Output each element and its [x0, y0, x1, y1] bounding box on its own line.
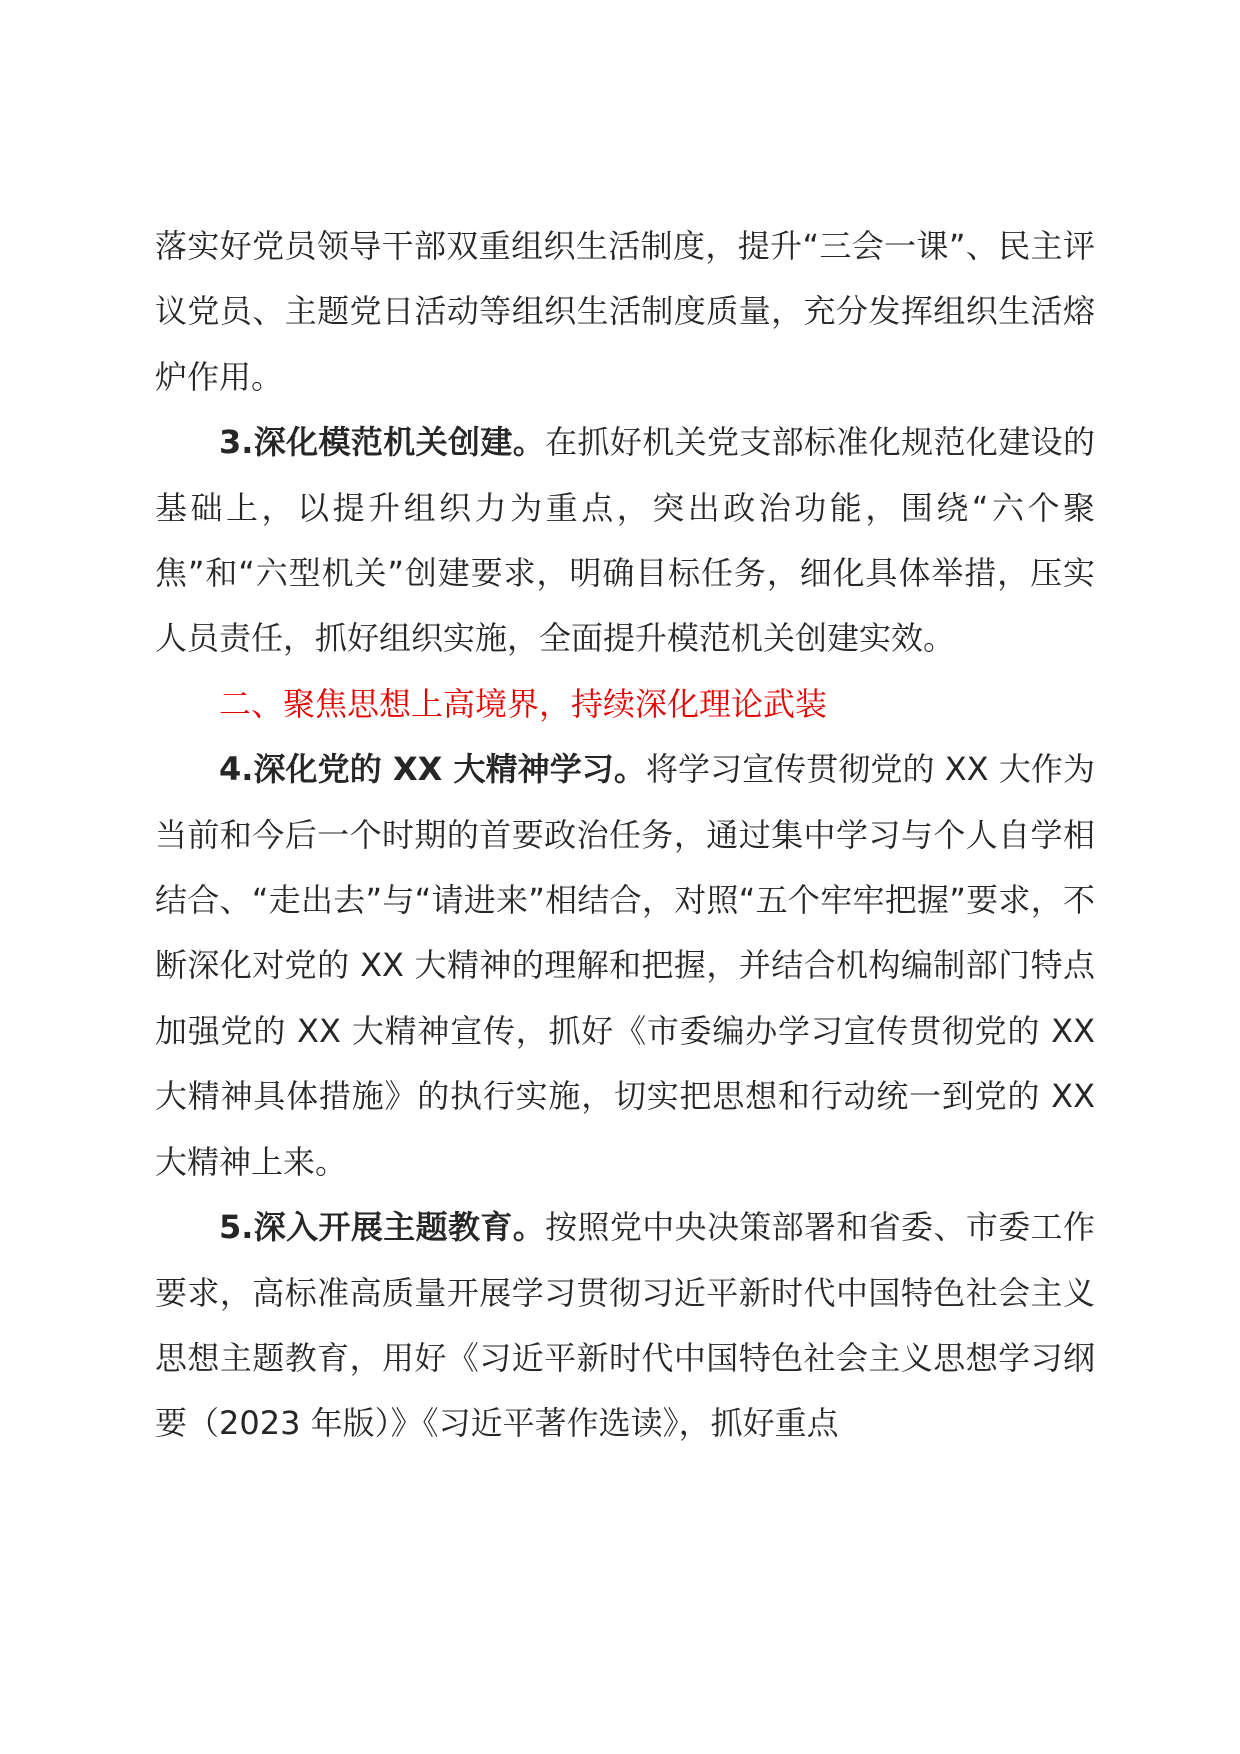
paragraph-theme-education [155, 1195, 1095, 1457]
section-heading: 二、聚焦思想上高境界，持续深化理论武装 [219, 684, 828, 723]
paragraph-text: 落实好党员领导干部双重组织生活制度，提升“三会一课”、民主评议党员、主题党日活动等组织生活制度质量，充分发挥组织生活熔炉作用。 [155, 227, 1095, 396]
paragraph-text: 将学习宣传贯彻党的 XX 大作为当前和今后一个时期的首要政治任务，通过集中学习与个人自学相结合、“走出去”与“请进来”相结合，对照“五个牢牢把握”要求，不断深化对党的 XX 大精神的理解和把握，并结合机构编制部门特点加强党的 XX 大精神宣传，抓好《市委编办学习宣传贯彻党的 XX 大精神具体措施》的执行实施，切实把思想和行动统一到党的 XX 大精神上来。 [155, 750, 1095, 1181]
paragraph-text: 按照党中央决策部署和省委、市委工作要求，高标准高质量开展学习贯彻习近平新时代中国特色社会主义思想主题教育，用好《习近平新时代中国特色社会主义思想学习纲要（2023 年版）》《习近平著作选读》，抓好重点 [155, 1208, 1095, 1443]
paragraph-org-life [155, 214, 1095, 410]
paragraph-lead: 5.深入开展主题教育。 [219, 1208, 546, 1247]
paragraph-model-organ [155, 410, 1095, 672]
paragraph-text: 在抓好机关党支部标准化规范化建设的基础上，以提升组织力为重点，突出政治功能，围绕“六个聚焦”和“六型机关”创建要求，明确目标任务，细化具体举措，压实人员责任，抓好组织实施，全面提升模范机关创建实效。 [155, 423, 1095, 658]
paragraph-lead: 4.深化党的 XX 大精神学习。 [219, 750, 646, 789]
document-page [155, 214, 1095, 1457]
paragraph-lead: 3.深化模范机关创建。 [219, 423, 546, 462]
paragraph-congress-study [155, 737, 1095, 1195]
